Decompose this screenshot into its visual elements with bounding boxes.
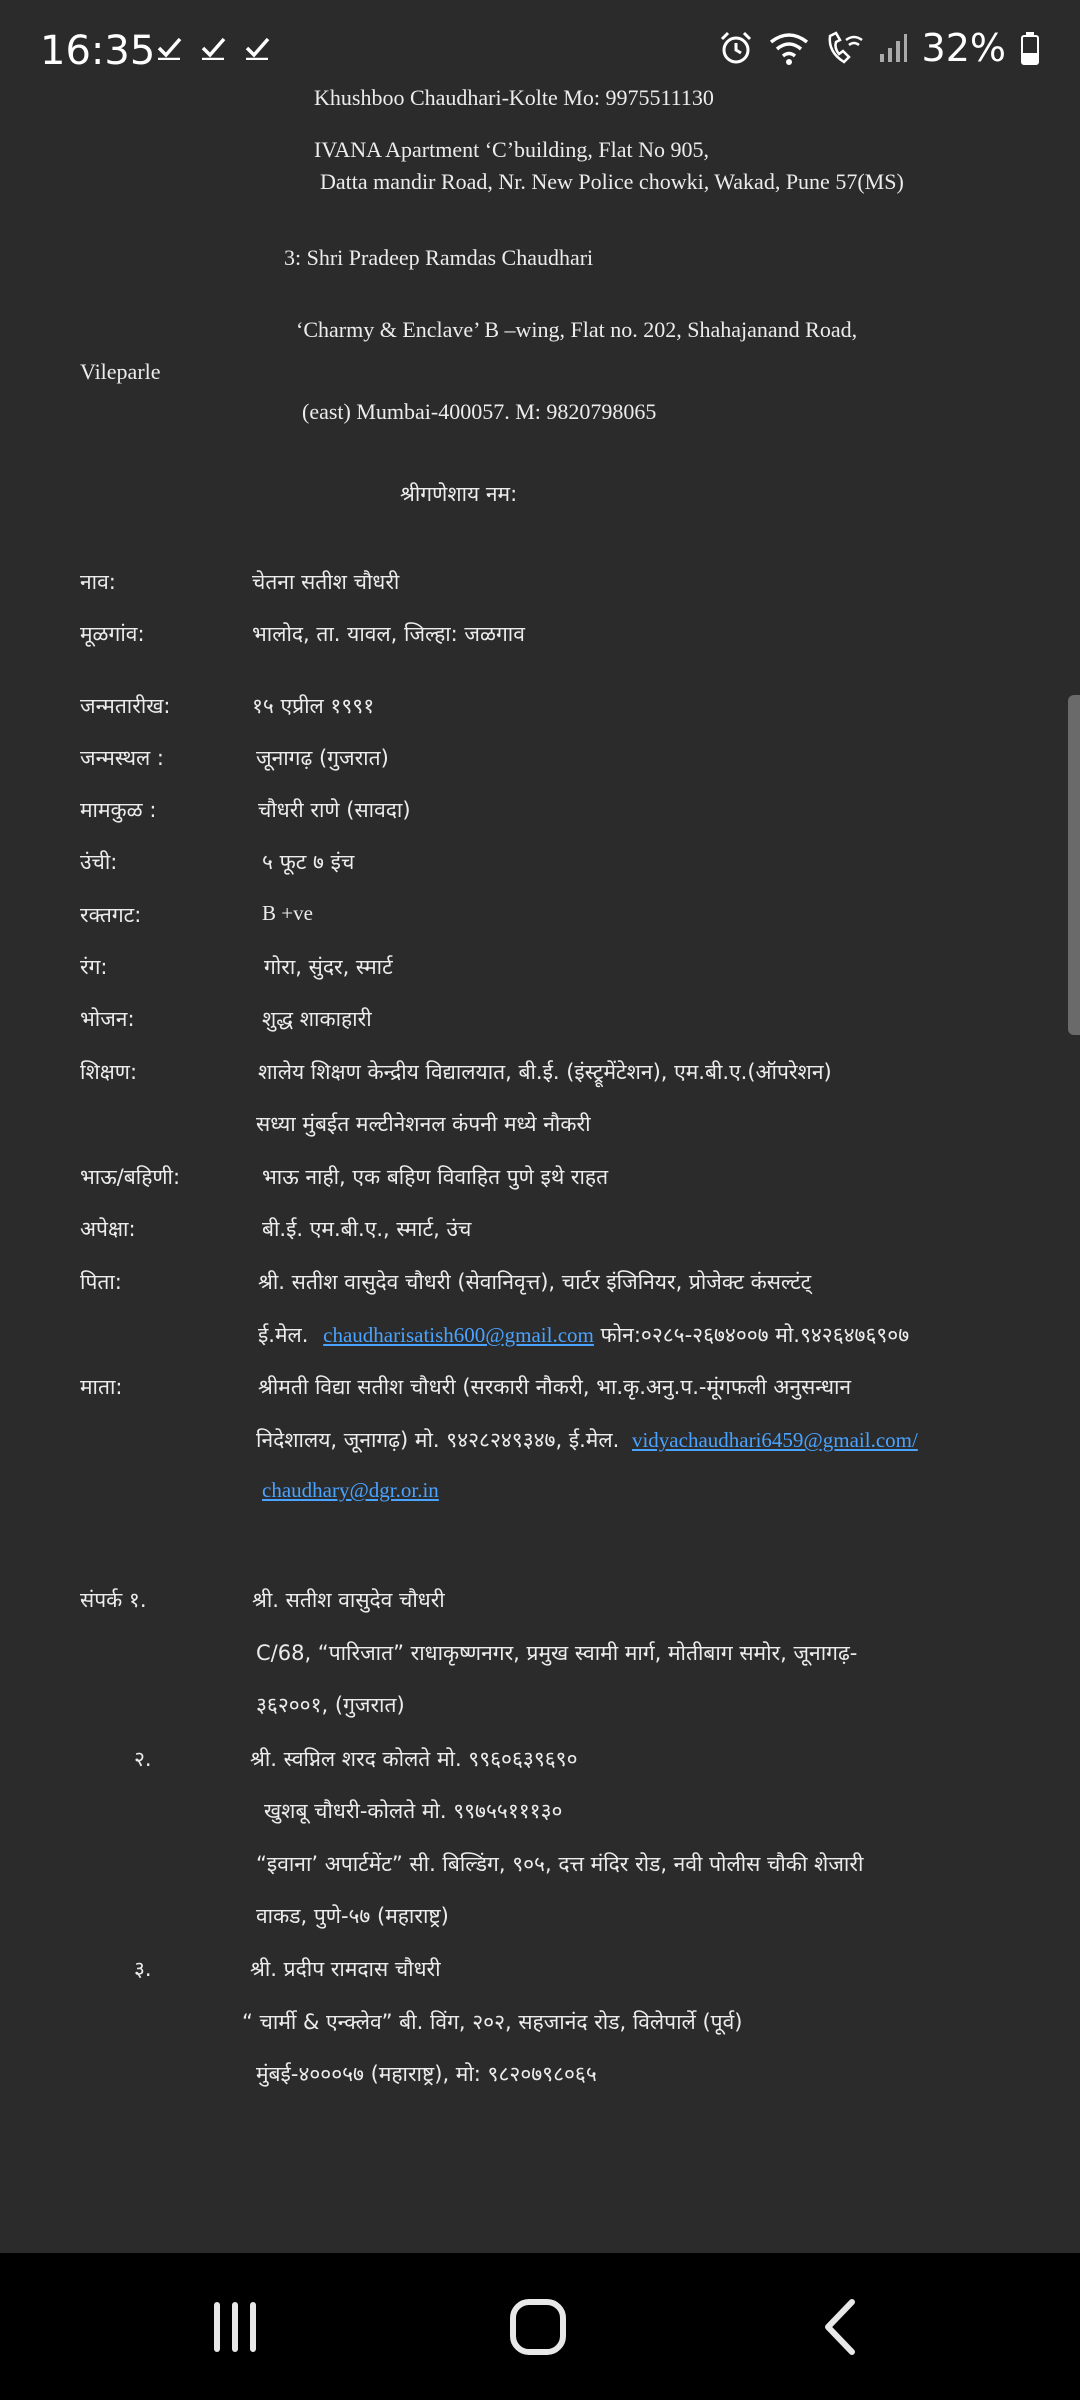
field-value: गोरा, सुंदर, स्मार्ट — [264, 955, 393, 979]
back-button[interactable] — [760, 2253, 920, 2400]
contact-1-address: C/68, “पारिजात” राधाकृष्णनगर, प्रमुख स्वामी मार्ग, मोतीबाग समोर, जूनागढ़- — [256, 1641, 858, 1665]
recent-apps-button[interactable] — [155, 2253, 315, 2400]
status-bar — [0, 0, 1080, 88]
field-label: शिक्षण: — [80, 1060, 138, 1084]
contact-3-number: ३. — [134, 1957, 152, 1981]
field-label: नाव: — [80, 570, 116, 594]
field-label: मामकुळ : — [80, 798, 157, 822]
greeting: श्रीगणेशाय नम: — [400, 482, 518, 506]
mother-details: श्रीमती विद्या सतीश चौधरी (सरकारी नौकरी, भा.कृ.अनु.प.-मूंगफली अनुसन्धान — [258, 1375, 852, 1399]
header-line: (east) Mumbai-400057. M: 9820798065 — [302, 399, 657, 424]
contact-2-number: २. — [134, 1747, 152, 1771]
father-phone: फोन:०२८५-२६७४००७ मो.९४२६४७६९०७ — [600, 1323, 910, 1347]
system-icons — [718, 26, 1040, 70]
field-value: ५ फूट ७ इंच — [262, 850, 355, 874]
contact-2-name: खुशबू चौधरी-कोलते मो. ९९७५५१११३० — [264, 1799, 563, 1823]
contact-2-address: वाकड, पुणे-५७ (महाराष्ट्र) — [256, 1904, 449, 1928]
field-label: जन्मतारीख: — [80, 694, 171, 718]
field-label: भोजन: — [80, 1007, 135, 1031]
home-button[interactable] — [458, 2253, 618, 2400]
contact-2-address: “इवाना’ अपार्टमेंट” सी. बिल्डिंग, ९०५, दत्त मंदिर रोड, नवी पोलीस चौकी शेजारी — [256, 1852, 864, 1876]
field-label: जन्मस्थल : — [80, 746, 164, 770]
check-icon — [200, 34, 226, 60]
field-value: भाऊ नाही, एक बहिण विवाहित पुणे इथे राहत — [262, 1165, 609, 1189]
field-label: रंग: — [80, 955, 108, 979]
header-line: ‘Charmy & Enclave’ B –wing, Flat no. 202, Shahajanand Road, — [296, 317, 858, 342]
field-value: शालेय शिक्षण केन्द्रीय विद्यालयात, बी.ई. (इंस्ट्रूमेंटेशन), एम.बी.ए.(ऑपरेशन) — [258, 1060, 832, 1084]
field-label: अपेक्षा: — [80, 1217, 136, 1241]
battery-icon — [1020, 31, 1040, 65]
field-value: १५ एप्रील १९९१ — [252, 694, 375, 718]
field-value: शुद्ध शाकाहारी — [262, 1007, 372, 1031]
field-value: बी.ई. एम.बी.ए., स्मार्ट, उंच — [262, 1217, 472, 1241]
header-line: IVANA Apartment ‘C’building, Flat No 905, — [314, 137, 709, 162]
check-icon — [156, 34, 182, 60]
field-label: माता: — [80, 1375, 123, 1399]
email-prefix: ई.मेल. — [258, 1323, 309, 1347]
signal-icon — [878, 32, 908, 64]
mother-email-link[interactable]: vidyachaudhari6459@gmail.com/ — [631, 1428, 918, 1452]
contact-1-name: श्री. सतीश वासुदेव चौधरी — [252, 1588, 445, 1612]
contact-3-address: “ चार्मी & एन्क्लेव” बी. विंग, २०२, सहजानंद रोड, विलेपार्ले (पूर्व) — [242, 2010, 743, 2034]
field-value: सध्या मुंबईत मल्टीनेशनल कंपनी मध्ये नौकरी — [256, 1112, 591, 1136]
header-line: Khushboo Chaudhari-Kolte Mo: 9975511130 — [314, 88, 714, 110]
recent-apps-icon — [208, 2300, 262, 2354]
field-label: मूळगांव: — [80, 622, 145, 646]
battery-percentage: 32% — [921, 26, 1006, 70]
field-value: भालोद, ता. यावल, जिल्हा: जळगाव — [252, 622, 525, 646]
mother-contact-line — [256, 1426, 918, 1454]
contact-2-name: श्री. स्वप्निल शरद कोलते मो. ९९६०६३९६९० — [250, 1747, 578, 1771]
clock: 16:35 — [40, 28, 156, 74]
father-contact-line — [258, 1321, 909, 1349]
navigation-bar — [0, 2253, 1080, 2400]
header-line: 3: Shri Pradeep Ramdas Chaudhari — [284, 245, 594, 270]
field-label: रक्तगट: — [80, 903, 142, 927]
wifi-calling-icon — [824, 30, 864, 66]
contact-3-name: श्री. प्रदीप रामदास चौधरी — [250, 1957, 441, 1981]
father-email-link[interactable]: chaudharisatish600@gmail.com — [323, 1323, 594, 1347]
header-line: Vileparle — [80, 359, 161, 384]
notification-icons — [156, 34, 270, 60]
mother-details: निदेशालय, जूनागढ़) मो. ९४२८२४९३४७, ई.मेल. — [256, 1428, 620, 1452]
back-icon — [820, 2298, 860, 2356]
field-label: पिता: — [80, 1270, 122, 1294]
alarm-icon — [718, 30, 754, 66]
field-value: चौधरी राणे (सावदा) — [258, 798, 411, 822]
mother-email2-link[interactable]: chaudhary@dgr.or.in — [262, 1478, 439, 1502]
field-value: चेतना सतीश चौधरी — [252, 570, 400, 594]
contact-1-address: ३६२००१, (गुजरात) — [256, 1693, 405, 1717]
field-label: उंची: — [80, 850, 118, 874]
check-icon — [244, 34, 270, 60]
scrollbar-thumb[interactable] — [1068, 695, 1080, 1035]
header-line: Datta mandir Road, Nr. New Police chowki, Wakad, Pune 57(MS) — [320, 169, 904, 194]
wifi-icon — [768, 30, 810, 66]
field-label: भाऊ/बहिणी: — [80, 1165, 181, 1189]
field-value: जूनागढ़ (गुजरात) — [256, 746, 389, 770]
home-icon — [509, 2298, 567, 2356]
field-value: B +ve — [262, 901, 313, 925]
contacts-label: संपर्क १. — [80, 1588, 147, 1612]
mother-email-line — [262, 1478, 439, 1503]
document-view[interactable] — [0, 88, 1080, 2253]
field-value: श्री. सतीश वासुदेव चौधरी (सेवानिवृत्त), चार्टर इंजिनियर, प्रोजेक्ट कंसल्टंट् — [258, 1270, 812, 1294]
contact-3-address: मुंबई-४०००५७ (महाराष्ट्र), मो: ९८२०७९८०६५ — [256, 2062, 597, 2086]
